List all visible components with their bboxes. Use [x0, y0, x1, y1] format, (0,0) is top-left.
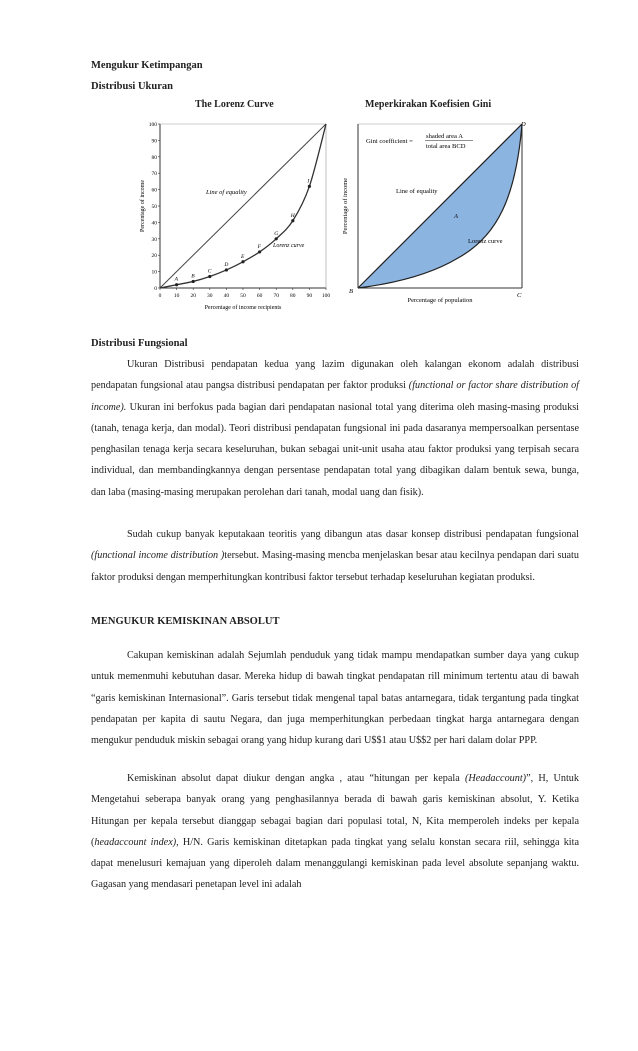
point-b-label: B [349, 288, 353, 295]
lorenz-point-label: G [274, 230, 279, 237]
y-tick-label: 0 [154, 286, 157, 292]
lorenz-point-label: E [241, 253, 245, 260]
figure-left-title: The Lorenz Curve [195, 99, 274, 110]
x-axis-ticks [159, 288, 331, 299]
x-tick-label: 40 [223, 293, 230, 299]
equality-label: Line of equality [206, 189, 247, 196]
x-tick-label: 0 [158, 293, 162, 299]
x-tick-label: 60 [256, 293, 263, 299]
lorenz-point-i [308, 185, 311, 188]
y-tick-label: 100 [148, 122, 157, 128]
lorenz-point-label: H [290, 212, 295, 219]
y-tick-label: 80 [151, 154, 157, 161]
lorenz-point-f [258, 250, 261, 253]
lorenz-label: Lorenz curve [468, 238, 503, 245]
lorenz-point-c [208, 275, 211, 278]
y-tick-label: 90 [151, 138, 157, 145]
lorenz-point-label: I [307, 178, 310, 185]
lorenz-point-label: B [191, 273, 195, 280]
paragraph-kemiskinan-2: Kemiskinan absolut dapat diukur dengan angka , atau “hitungan per kepala (Headaccount)”, H, Untuk Mengetahui seberapa banyak orang yang penghasilannya berada di bawah garis kemiskinan absolut, Y. Ketika Hitungan per kepala tersebut dianggap sebagai bagian dari populasi total, N, Kita memperoleh indeks per kepala (headaccount index), H/N. Garis kemiskinan ditetapkan pada tingkat yang selalu konstan secara riil, sehingga kita dapat menelusuri kemajuan yang diperoleh dalam menanggulangi kemiskinan pada level absolute sepanjang waktu. Gagasan yang mendasari penetapan level ini adalah [91, 773, 579, 891]
x-tick-label: 90 [306, 293, 313, 299]
point-c-label: C [517, 292, 522, 299]
lorenz-point-d [225, 268, 228, 271]
paragraph-kemiskinan-1: Cakupan kemiskinan adalah Sejumlah penduduk yang tidak mampu mendapatkan sumber daya yang cukup untuk memenmuhi kebutuhan dasar. Mereka hidup di bawah tingkat pendapatan rill minimum tertentu atau di bawah “garis kemiskinan Internasional”. Garis tersebut tidak mengenal tapal batas antarnegara, tidak tergantung pada tingkat pendapatan per kapita di sautu Negara, dan juga memperhitungkan perbedaan tingkat harga antarnegara dengan mengukur penduduk miskin sebagai orang yang hidup kurang dari U$$1 atau U$$2 per hari dalam dolar PPP. [91, 650, 579, 747]
x-tick-label: 50 [240, 293, 246, 299]
lorenz-point-label: C [207, 268, 212, 275]
x-tick-label: 100 [321, 293, 331, 299]
lorenz-point-label: F [257, 243, 261, 250]
point-d-label: D [521, 121, 526, 128]
gini-formula-lhs: Gini coefficient = [366, 138, 413, 145]
lorenz-point-b [192, 280, 195, 283]
heading-kemiskinan-absolut: MENGUKUR KEMISKINAN ABSOLUT [91, 616, 280, 627]
lorenz-point-h [291, 219, 294, 222]
gini-formula-denominator: total area BCD [426, 143, 466, 150]
gini-coefficient-chart [338, 116, 534, 312]
x-axis-label: Percentage of income recipients [204, 305, 282, 311]
lorenz-point-e [241, 260, 244, 263]
lorenz-point-g [275, 237, 278, 240]
x-tick-label: 10 [173, 293, 180, 299]
x-tick-label: 20 [190, 293, 196, 299]
figure-right-title: Meperkirakan Koefisien Gini [365, 99, 492, 110]
x-axis-label: Percentage of population [407, 297, 473, 304]
x-tick-label: 70 [273, 293, 279, 299]
heading-distribusi-ukuran: Distribusi Ukuran [91, 81, 173, 92]
paragraph-fungsional-1: Ukuran Distribusi pendapatan kedua yang lazim digunakan oleh kalangan ekonom adalah distribusi pendapatan fungsional atau pangsa distribusi pendapatan per faktor produksi (functional or factor share distribution of income). Ukuran ini berfokus pada bagian dari pendapatan nasional total yang diterima oleh masing-masing produksi (tanah, tenaga kerja, dan modal). Teori distribusi pendapatan fungsional ini pada dasaranya mempersoalkan persentase penghasilan tenaga kerja secara keseluruhan, bukan sebagai unit-unit usaha atau faktor produksi yang terpisah secara individual, dan membandingkannya dengan persentase pendapatan total yang dibagikan dalam bentuk sewa, bunga, dan laba (masing-masing merupakan perolehan dari tanah, modal uang dan fisik). [91, 359, 579, 498]
y-tick-label: 50 [151, 204, 157, 210]
paragraph-fungsional-2: Sudah cukup banyak keputakaan teoritis yang dibangun atas dasar konsep distribusi pendapatan fungsional (functional income distribution )tersebut. Masing-masing mencba menjelaskan besar atau kecilnya pendapan dari suatu faktor produksi dengan memperhitungkan kontribusi faktor tersebut terhadap keseluruhan kegiatan produksi. [91, 529, 579, 583]
heading-mengukur-ketimpangan: Mengukur Ketimpangan [91, 60, 203, 71]
y-axis-ticks [149, 122, 160, 292]
x-tick-label: 80 [290, 293, 296, 299]
lorenz-point-a [175, 283, 178, 286]
lorenz-curve-chart [136, 116, 342, 316]
lorenz-point-label: A [174, 276, 178, 283]
y-tick-label: 60 [151, 187, 157, 194]
y-tick-label: 10 [151, 269, 157, 276]
y-tick-label: 30 [151, 236, 157, 243]
lorenz-point-label: D [224, 261, 229, 268]
area-a-label: A [454, 213, 458, 220]
y-tick-label: 20 [151, 253, 157, 260]
gini-formula-numerator: shaded area A [426, 133, 463, 140]
equality-label: Line of equality [396, 188, 438, 195]
heading-distribusi-fungsional: Distribusi Fungsional [91, 338, 188, 349]
lorenz-label: Lorenz curve [273, 243, 305, 249]
y-tick-label: 40 [151, 220, 157, 227]
y-tick-label: 70 [151, 171, 157, 178]
x-tick-label: 30 [207, 293, 213, 299]
y-axis-label: Percentage of income [140, 180, 146, 232]
y-axis-label: Percentage of income [342, 177, 349, 235]
